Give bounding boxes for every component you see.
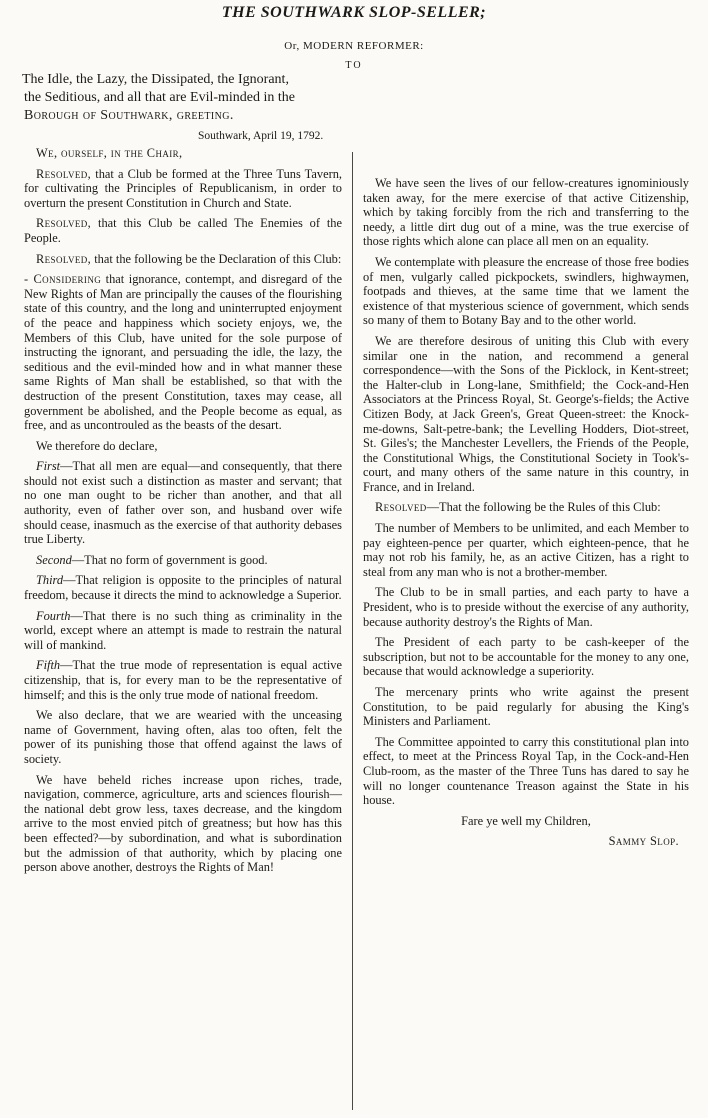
contemplate-paragraph: We contemplate with pleasure the encrease of those free bodies of men, vulgarly called pickpockets, swindlers, highwaymen, footpads and thieves, at the same time that we lament the existence of that mysterious science of government, which sends so many of them to Botany Bay and to the other world. — [363, 254, 689, 328]
rule-committee: The Committee appointed to carry this constitutional plan into effect, to meet at the Princess Royal Tap, in the Cock-and-Hen Club-room, as the master of the Three Tuns has dared to say he will no longer countenance Treason against the State in his house. — [363, 734, 689, 808]
resolution-declaration — [24, 252, 342, 267]
masthead — [0, 0, 708, 148]
left-column — [24, 146, 342, 881]
resolution-text: that this Club be called The Enemies of the People. — [24, 216, 342, 245]
right-column — [363, 176, 689, 855]
rule-members: The number of Members to be unlimited, and each Member to pay eighteen-pence per quarter, which eighteen-pence, that he may not rob his family, he, as an active Citizen, has a right to steal from any man who is not a brother-member. — [363, 521, 689, 579]
resolution-club-formed — [24, 167, 342, 211]
resolved-label: Resolved, — [36, 166, 92, 181]
resolution-text: —That the following be the Rules of this Club: — [426, 500, 661, 515]
riches-paragraph: We have beheld riches increase upon riches, trade, navigation, commerce, agriculture, arts and sciences flourish—the national debt grow less, taxes decrease, and the kingdom arrive to the most envied pitch of greatness; but how has this been effected?—by subordination, and what is subordination but the admission of that authority, which by placing one person above another, destroys the Rights of Man! — [24, 772, 342, 875]
rule-president: The President of each party to be cash-keeper of the subscription, but not to be accountable for the money to any one, because that would acknowledge a superiority. — [363, 635, 689, 679]
dateline: Southwark, April 19, 1792. — [198, 130, 324, 142]
resolved-label: Resolved, — [36, 251, 92, 266]
article-text: —That there is no such thing as criminality in the world, except where an attempt is made to restrain the natural will of mankind. — [24, 608, 342, 652]
article-first — [24, 459, 342, 547]
rule-prints: The mercenary prints who write against the present Constitution, to be paid regularly for abusing the King's Ministers and Parliament. — [363, 685, 689, 729]
resolution-club-name — [24, 216, 342, 245]
lives-paragraph: We have seen the lives of our fellow-creatures ignominiously taken away, for the mere exercise of that active Citizenship, which by taking forcibly from the rich and transferring to the needy, a little dirt dug out of a mine, was the true exercise of those rights which alone can place all men on an equality. — [363, 176, 689, 249]
signoff-line: Fare ye well my Children, — [461, 813, 591, 828]
article-text: —That religion is opposite to the principles of natural freedom, because it directs the mind to acknowledge a Superior. — [24, 573, 342, 603]
article-label: Fourth — [36, 608, 71, 623]
considering-paragraph — [24, 272, 342, 433]
article-third — [24, 573, 342, 602]
article-label: Third — [36, 573, 64, 588]
page-title: THE SOUTHWARK SLOP-SELLER; — [221, 4, 487, 21]
resolution-rules — [363, 500, 689, 515]
article-label: Fifth — [36, 658, 61, 673]
article-text: —That the true mode of representation is equal active citizenship, that is, for every man to be the representative of himself; and this is the only true mode of national freedom. — [24, 658, 342, 702]
declare-line: We therefore do declare, — [36, 438, 158, 453]
chair-line: We, ourself, in the Chair, — [36, 146, 183, 160]
article-text: —That no form of government is good. — [71, 552, 268, 567]
resolved-label: Resolved — [375, 500, 427, 515]
uniting-paragraph: We are therefore desirous of uniting this Club with every similar one in the nation, and recommend a general correspondence—with the Sons of the Picklock, in Kent-street; the Halter-club in Long-lane, Smithfield; the Cock-and-Hen Associators at the Princess Royal, St. George's-fields; the Active Citizen Body, at Jack Green's, Great Queen-street: the Knock-me-downs, Salt-petre-bank; the Levelling Hodders, Diot-street, St. Giles's; the Manchester Levellers, the Friends of the People, the Constitutional Whigs, the Constitutional Society in Took's-court, and many others of the same nature in this country, in France, and in Ireland. — [363, 333, 689, 494]
also-declare-paragraph: We also declare, that we are wearied with the unceasing name of Government, having often, alas too often, felt the power of its punishing those that offend against the laws of society. — [24, 708, 342, 766]
article-fifth — [24, 658, 342, 702]
resolution-text: that a Club be formed at the Three Tuns Tavern, for cultivating the Principles of Republicanism, in order to overturn the present Constitution in Church and State. — [24, 166, 342, 210]
address-line-2: the Seditious, and all that are Evil-minded in the — [24, 90, 295, 105]
article-second — [24, 553, 342, 568]
considering-label: - Considering — [24, 272, 102, 287]
resolved-label: Resolved, — [36, 216, 92, 231]
address-line-3: Borough of Southwark, greeting. — [24, 108, 234, 123]
article-fourth — [24, 609, 342, 653]
article-label: Second — [36, 552, 72, 567]
article-label: First — [36, 459, 61, 474]
column-divider — [352, 152, 353, 1110]
rule-parties: The Club to be in small parties, and each party to have a President, who is to preside without the exercise of any authority, because authority destroy's the Rights of Man. — [363, 585, 689, 629]
resolution-text: that the following be the Declaration of this Club: — [91, 251, 342, 266]
considering-text: that ignorance, contempt, and disregard of the New Rights of Man are principally the causes of the flourishing state of this country, and the long and uninterrupted enjoyment of the peace and happiness which society enjoys, we, the Members of this Club, have united for the sole purpose of instructing the ignorant, and persuading the idle, the lazy, the seditious and the evil-minded how and in what manner these same Rights of Man shall be established, so that with the destruction of the present Constitution, taxes may cease, all government be abolished, and the People become as equal, as free, and as uncontrouled as the beasts of the desart. — [24, 272, 342, 433]
salutation-to: TO — [345, 60, 363, 71]
page-subtitle: Or, MODERN REFORMER: — [284, 40, 424, 52]
address-line-1: The Idle, the Lazy, the Dissipated, the Ignorant, — [22, 72, 289, 87]
signature: Sammy Slop. — [608, 834, 679, 849]
article-text: —That all men are equal—and consequently, that there should not exist such a distinction as master and servant; that no one man ought to be richer than another, and that all authority, even of father over son, and husband over wife should cease, inasmuch as the exercise of that authority debases true Liberty. — [24, 459, 342, 547]
